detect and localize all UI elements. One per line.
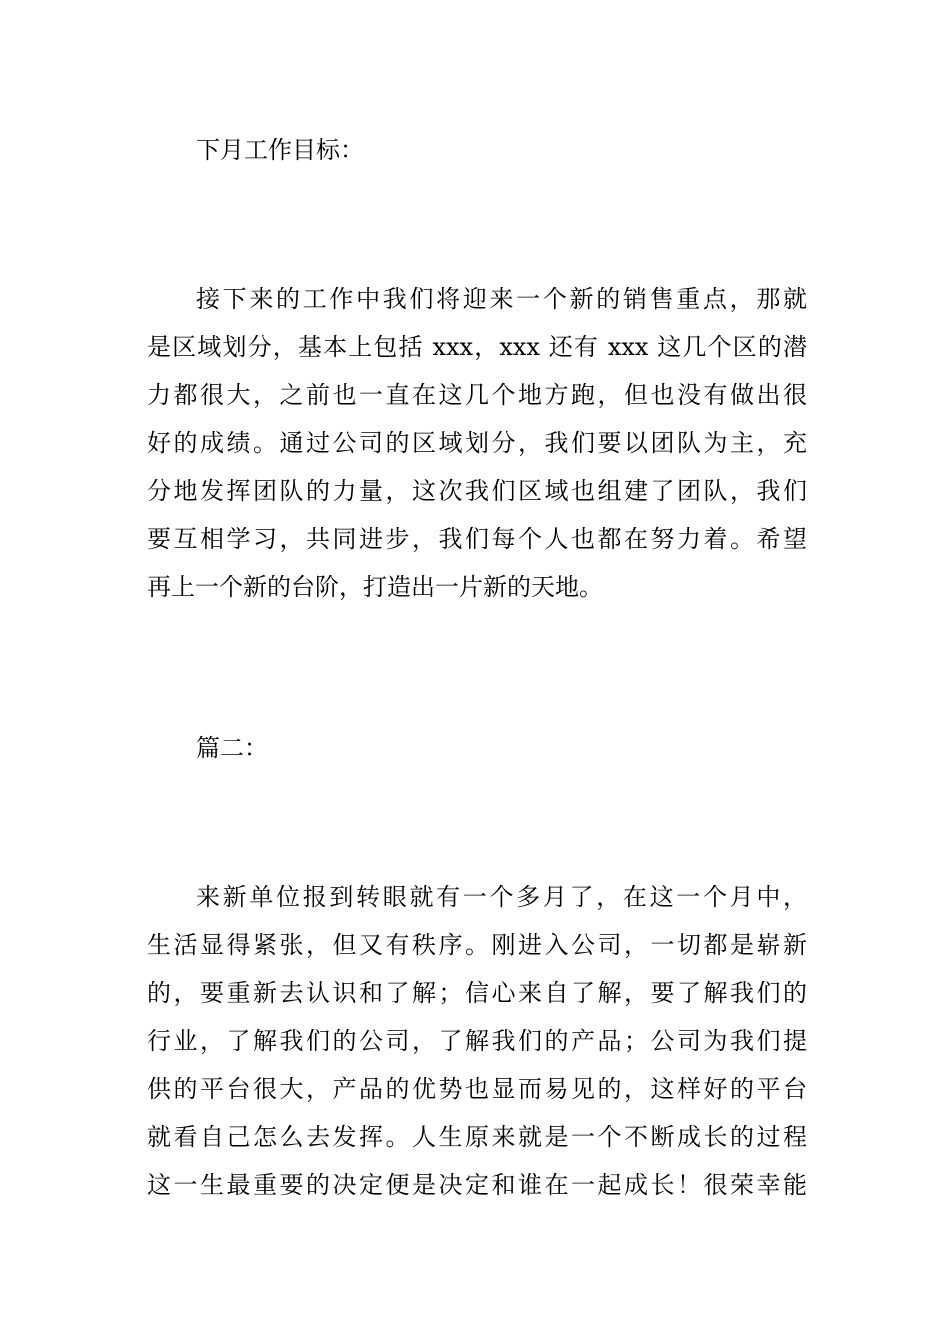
paragraph-line: 就看自己怎么去发挥。人生原来就是一个不断成长的过程 <box>147 1123 807 1151</box>
paragraph-line: 要互相学习，共同进步，我们每个人也都在努力着。希望 <box>147 525 807 553</box>
paragraph-line: 的，要重新去认识和了解；信心来自了解，要了解我们的 <box>147 979 807 1007</box>
section-heading-part-two: 篇二： <box>196 734 268 762</box>
paragraph-line: 行业，了解我们的公司，了解我们的产品；公司为我们提 <box>147 1027 807 1055</box>
paragraph-line: 分地发挥团队的力量，这次我们区域也组建了团队，我们 <box>147 477 807 505</box>
paragraph-line: 接下来的工作中我们将迎来一个新的销售重点，那就 <box>196 285 807 313</box>
paragraph-part-two <box>147 873 807 1209</box>
paragraph-line: 好的成绩。通过公司的区域划分，我们要以团队为主，充 <box>147 429 807 457</box>
paragraph-line: 生活显得紧张，但又有秩序。刚进入公司，一切都是崭新 <box>147 931 807 959</box>
paragraph-line: 再上一个新的台阶，打造出一片新的天地。 <box>147 573 603 601</box>
paragraph-line: 是区域划分，基本上包括 xxx，xxx 还有 xxx 这几个区的潜 <box>147 333 807 361</box>
section-heading-next-month-goals: 下月工作目标： <box>196 136 364 164</box>
paragraph-next-month-goals <box>147 275 807 611</box>
paragraph-line: 供的平台很大，产品的优势也显而易见的，这样好的平台 <box>147 1075 807 1103</box>
paragraph-line: 力都很大，之前也一直在这几个地方跑，但也没有做出很 <box>147 381 807 409</box>
paragraph-line: 来新单位报到转眼就有一个多月了，在这一个月中， <box>196 883 807 911</box>
paragraph-line: 这一生最重要的决定便是决定和谁在一起成长！很荣幸能 <box>147 1171 807 1199</box>
